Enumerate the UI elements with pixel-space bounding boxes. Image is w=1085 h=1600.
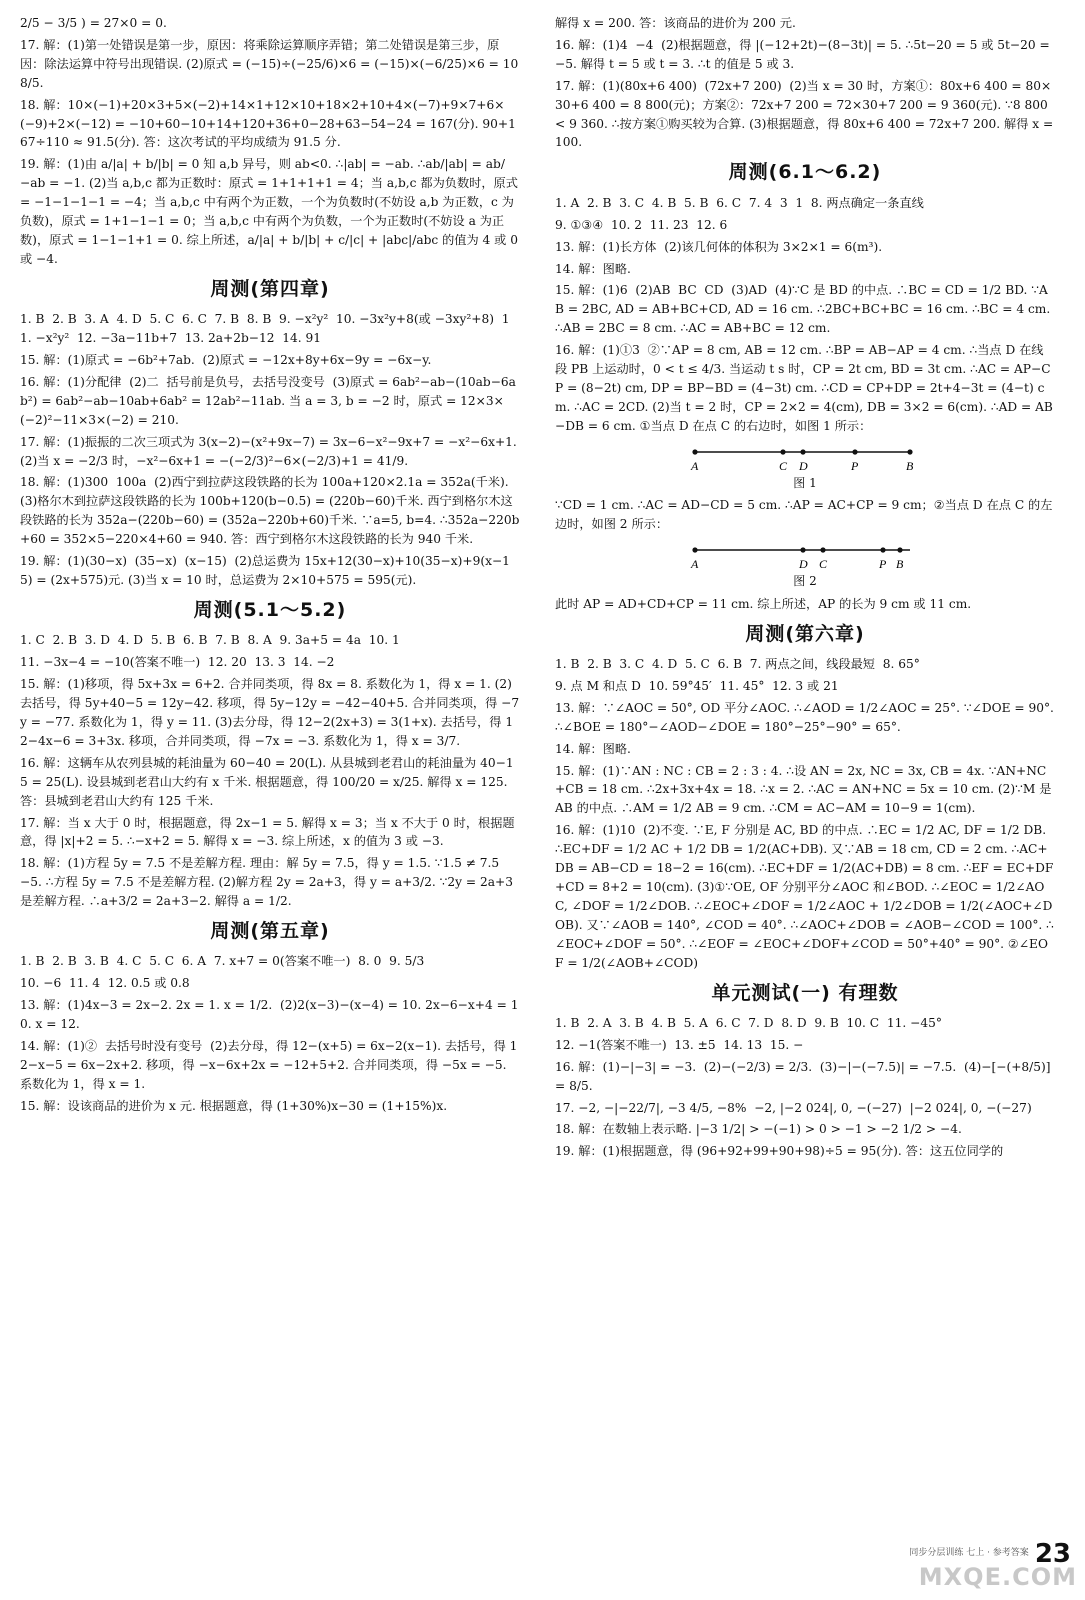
watermark-logo: MXQE.COM	[918, 1562, 1077, 1591]
answer-paragraph: 13. 解：(1)长方体 (2)该几何体的体积为 3×2×1 = 6(m³).	[555, 239, 883, 254]
section-heading: 周测(6.1～6.2)	[728, 161, 882, 184]
answer-paragraph: 18. 解：(1)方程 5y = 7.5 不是差解方程. 理由：解 5y = 7.5，得 y = 1.5. ∵1.5 ≠ 7.5−5. ∴方程 5y = 7.5 不是差解方程. (2)解方程 2y = 2a+3，得 y = a+3/2. ∵2y = 2a+3 是差解方程. ∴a+3/2 = 2a+3−2. 解得 a = 1/2.	[20, 856, 517, 909]
answer-paragraph: 15. 解：(1)6 (2)AB BC CD (3)AD (4)∵C 是 BD 的中点. ∴BC = CD = 1/2 BD. ∵AB = 2BC, AD = AB+BC+CD, AD = 16 cm. ∴2BC+BC+BC = 16 cm. ∴BC = 4 cm. ∴AB = 2BC = 8 cm. ∴AC = AB+BC = 12 cm.	[555, 283, 1055, 336]
answer-paragraph: 16. 解：(1)−|−3| = −3. (2)−(−2/3) = 2/3. (3)−|−(−7.5)| = −7.5. (4)−[−(+8/5)] = 8/5.	[555, 1059, 1055, 1093]
answer-paragraph: 19. 解：(1)由 a/|a| + b/|b| = 0 知 a,b 异号，则 ab<0. ∴|ab| = −ab. ∴ab/|ab| = ab/−ab = −1. (2)当 a,b,c 都为正数时：原式 = 1+1+1+1 = 4；当 a,b,c 都为负数时，原式 = −1−1−1−1 = −4；当 a,b,c 中有两个为正数，一个为负数时(不妨设 a,b 为正数，c 为负数)，原式 = 1+1−1−1 = 0；当 a,b,c 中有两个为负数，一个为正数时(不妨设 a 为正数)，原式 = 1−1−1+1 = 0. 综上所述，a/|a| + b/|b| + c/|c| + |abc|/abc 的值为 4 或 0 或 −4.	[20, 157, 522, 266]
answer-paragraph: 18. 解：10×(−1)+20×3+5×(−2)+14×1+12×10+18×2+10+4×(−7)+9×7+6×(−9)+2×(−12) = −10+60−10+14+120+36+0−28+63−54−24 = 167(分). 90+167÷110 ≈ 91.5(分). 答：这次考试的平均成绩为 91.5 分.	[20, 97, 516, 150]
section-heading: 周测(5.1～5.2)	[193, 598, 347, 621]
answer-paragraph: 1. B 2. A 3. B 4. B 5. A 6. C 7. D 8. D 9. B 10. C 11. −45°	[555, 1015, 942, 1030]
section-heading: 单元测试(一) 有理数	[711, 981, 899, 1004]
answer-paragraph: 12. −1(答案不唯一) 13. ±5 14. 13 15. −	[555, 1037, 804, 1052]
segment-diagram	[555, 442, 1015, 476]
answer-paragraph: 1. C 2. B 3. D 4. D 5. B 6. B 7. B 8. A 9. 3a+5 = 4a 10. 1	[20, 633, 400, 648]
right-column	[555, 14, 1058, 1164]
answer-paragraph: 15. 解：设该商品的进价为 x 元. 根据题意，得 (1+30%)x−30 = (1+15%)x.	[20, 1098, 448, 1113]
point-C	[780, 449, 785, 454]
answer-paragraph: 17. −2, −|−22/7|, −3 4/5, −8% −2, |−2 024|, 0, −(−27) |−2 024|, 0, −(−27)	[555, 1100, 1032, 1115]
figure-caption: 图 2	[793, 574, 817, 589]
answer-paragraph: 16. 解：(1)4 −4 (2)根据题意，得 |(−12+2t)−(8−3t)| = 5. ∴5t−20 = 5 或 5t−20 = −5. 解得 t = 5 或 t = 3. ∴t 的值是 5 或 3.	[555, 37, 1054, 71]
point-label: B	[906, 458, 914, 473]
footer-note: 同步分层训练 七上 · 参考答案	[909, 1547, 1029, 1558]
answer-paragraph: 16. 解：(1)分配律 (2)二 括号前是负号，去括号没变号 (3)原式 = 6ab²−ab−(10ab−6ab²) = 6ab²−ab−10ab+6ab² = 12ab²−11ab. 当 a = 3, b = −2 时，原式 = 12×3×(−2)²−11×3×(−2) = 210.	[20, 374, 516, 427]
section-heading: 周测(第四章)	[210, 277, 330, 300]
answer-paragraph: 18. 解：(1)300 100a (2)西宁到拉萨这段铁路的长为 100a+120×2.1a = 352a(千米). (3)格尔木到拉萨这段铁路的长为 100b+120(b−0.5) = (220b−60)千米. 西宁到格尔木这段铁路的长为 352a−(220b−60) = (352a−220b+60)千米. ∵a=5, b=4. ∴352a−220b+60 = 352×5−220×4+60 = 940. 答：西宁到格尔木这段铁路的长为 940 千米.	[20, 475, 520, 547]
answer-paragraph: 9. ①③④ 10. 2 11. 23 12. 6	[555, 217, 728, 232]
point-label: C	[779, 458, 788, 473]
answer-paragraph: 14. 解：图略.	[555, 261, 631, 276]
point-label: P	[851, 458, 859, 473]
point-P	[880, 547, 885, 552]
point-label: D	[799, 557, 808, 572]
point-label: D	[799, 458, 808, 473]
point-label: B	[896, 557, 904, 572]
answer-paragraph: 2/5 − 3/5 ) = 27×0 = 0.	[20, 16, 167, 30]
segment-diagram	[555, 540, 1015, 574]
answer-paragraph: 13. 解：∵∠AOC = 50°, OD 平分∠AOC. ∴∠AOD = 1/2∠AOC = 25°. ∵∠DOE = 90°. ∴∠BOE = 180°−∠AOD−∠DOE = 180°−25°−90° = 65°.	[555, 700, 1058, 734]
point-A	[692, 449, 697, 454]
answer-paragraph: 1. A 2. B 3. C 4. B 5. B 6. C 7. 4 3 1 8. 两点确定一条直线	[555, 195, 924, 210]
answer-paragraph: 此时 AP = AD+CD+CP = 11 cm. 综上所述，AP 的长为 9 cm 或 11 cm.	[555, 596, 972, 611]
answer-paragraph: 15. 解：(1)∵AN : NC : CB = 2 : 3 : 4. ∴设 AN = 2x, NC = 3x, CB = 4x. ∵AN+NC+CB = 18 cm. ∴2x+3x+4x = 18. ∴x = 2. ∴AC = AN+NC = 5x = 10 cm. (2)∵M 是 AB 的中点. ∴AM = 1/2 AB = 9 cm. ∴CM = AC−AM = 10−9 = 1(cm).	[555, 763, 1056, 816]
point-A	[692, 547, 697, 552]
answer-paragraph: 9. 点 M 和点 D 10. 59°45′ 11. 45° 12. 3 或 21	[555, 678, 839, 693]
section-heading: 周测(第五章)	[210, 920, 330, 943]
point-B	[907, 449, 912, 454]
figure-caption: 图 1	[793, 475, 817, 490]
section-heading: 周测(第六章)	[745, 622, 865, 645]
answer-paragraph: 16. 解：这辆车从农列县城的耗油量为 60−40 = 20(L). 从县城到老君山的耗油量为 40−15 = 25(L). 设县城到老君山大约有 x 千米. 根据题意，得 100/20 = x/25. 解得 x = 125. 答：县城到老君山大约有 125 千米.	[20, 755, 514, 808]
answer-paragraph: 16. 解：(1)10 (2)不变. ∵E, F 分别是 AC, BD 的中点. ∴EC = 1/2 AC, DF = 1/2 DB. ∴EC+DF = 1/2 AC + 1/2 DB = 1/2(AC+DB). 又∵AB = 18 cm, CD = 2 cm. ∴AC+DB = AB−CD = 18−2 = 16(cm). ∴EC+DF = 1/2(AC+DB) = 8 cm. ∴EF = EC+DF+CD = 8+2 = 10(cm). (3)①∵OE, OF 分别平分∠AOC 和∠BOD. ∴∠EOC = 1/2∠AOC, ∠DOF = 1/2∠DOB. ∴∠EOC+∠DOF = 1/2∠AOC + 1/2∠DOB = 1/2(∠AOC+∠DOB). 又∵∠AOB = 140°, ∠COD = 40°. ∴∠AOC+∠DOB = ∠AOB−∠COD = 100°. ∴∠EOC+∠DOF = 50°. ∴∠EOF = ∠EOC+∠DOF+∠COD = 50°+40° = 90°. ②∠EOF = 1/2(∠AOB+∠COD)	[555, 823, 1054, 970]
answer-paragraph: 19. 解：(1)(30−x) (35−x) (x−15) (2)总运费为 15x+12(30−x)+10(35−x)+9(x−15) = (2x+575)元. (3)当 x = 10 时，总运费为 2×10+575 = 595(元).	[20, 554, 510, 587]
answer-paragraph: 10. −6 11. 4 12. 0.5 或 0.8	[20, 976, 190, 991]
point-P	[852, 449, 857, 454]
answer-paragraph: 14. 解：图略.	[555, 741, 631, 756]
answer-paragraph: 1. B 2. B 3. C 4. D 5. C 6. B 7. 两点之间，线段最短 8. 65°	[555, 657, 920, 671]
point-label: A	[691, 458, 699, 473]
answer-paragraph: 17. 解：(1)第一处错误是第一步，原因：将乘除运算顺序弄错；第二处错误是第三步，原因：除法运算中符号出现错误. (2)原式 = (−15)÷(−25/6)×6 = (−15)×(−6/25)×6 = 108/5.	[20, 37, 519, 90]
answer-paragraph: 17. 解：(1)(80x+6 400) (72x+7 200) (2)当 x = 30 时，方案①：80x+6 400 = 80×30+6 400 = 8 800(元)；方案②：72x+7 200 = 72×30+7 200 = 9 360(元). ∵8 800 < 9 360. ∴按方案①购买较为合算. (3)根据题意，得 80x+6 400 = 72x+7 200. 解得 x = 100.	[555, 78, 1058, 150]
left-column	[20, 14, 520, 1119]
point-D	[800, 547, 805, 552]
point-label: C	[819, 557, 828, 572]
answer-paragraph: 16. 解：(1)①3 ②∵AP = 8 cm, AB = 12 cm. ∴BP = AB−AP = 4 cm. ∴当点 D 在线段 PB 上运动时，0 < t ≤ 4/3. 当运动 t s 时，CP = 2t cm, BD = 3t cm. ∴AC = AP−CP = (8−2t) cm, DP = BP−BD = (4−3t) cm. ∴CD = CP+DP = 2t+4−3t = (4−t) cm. ∴AC = 2CD. (2)当 t = 2 时，CP = 2×2 = 4(cm), DB = 3×2 = 6(cm). ∴AD = AB−DB = 6 cm. ①当点 D 在点 C 的右边时，如图 1 所示：	[555, 343, 1053, 433]
figure-2	[555, 540, 1055, 591]
point-D	[800, 449, 805, 454]
answer-paragraph: 11. −3x−4 = −10(答案不唯一) 12. 20 13. 3 14. −2	[20, 655, 335, 670]
answer-paragraph: ∵CD = 1 cm. ∴AC = AD−CD = 5 cm. ∴AP = AC+CP = 9 cm；②当点 D 在点 C 的左边时，如图 2 所示：	[555, 498, 1053, 532]
answer-paragraph: 19. 解：(1)根据题意，得 (96+92+99+90+98)÷5 = 95(分). 答：这五位同学的	[555, 1144, 1004, 1159]
figure-1	[555, 442, 1055, 493]
answer-paragraph: 17. 解：(1)振振的二次三项式为 3(x−2)−(x²+9x−7) = 3x−6−x²−9x+7 = −x²−6x+1. (2)当 x = −2/3 时，−x²−6x+1 = −(−2/3)²−6×(−2/3)+1 = 41/9.	[20, 434, 521, 468]
answer-paragraph: 1. B 2. B 3. B 4. C 5. C 6. A 7. x+7 = 0(答案不唯一) 8. 0 9. 5/3	[20, 954, 425, 969]
answer-paragraph: 解得 x = 200. 答：该商品的进价为 200 元.	[555, 16, 796, 30]
answer-paragraph: 15. 解：(1)移项，得 5x+3x = 6+2. 合并同类项，得 8x = 8. 系数化为 1，得 x = 1. (2)去括号，得 5y+40−5 = 12y−42. 移项，得 5y−12y = −42−40+5. 合并同类项，得 −7y = −77. 系数化为 1，得 y = 11. (3)去分母，得 12−2(2x+3) = 3(1+x). 去括号，得 12−4x−6 = 3+3x. 移项，合并同类项，得 −7x = −3. 系数化为 1，得 x = 3/7.	[20, 677, 520, 748]
answer-paragraph: 18. 解：在数轴上表示略. |−3 1/2| > −(−1) > 0 > −1 > −2 1/2 > −4.	[555, 1122, 962, 1137]
answer-paragraph: 14. 解：(1)② 去括号时没有变号 (2)去分母，得 12−(x+5) = 6x−2(x−1). 去括号，得 12−x−5 = 6x−2x+2. 移项，得 −x−6x+2x = −12+5+2. 合并同类项，得 −5x = −5. 系数化为 1，得 x = 1.	[20, 1039, 518, 1091]
point-B	[897, 547, 902, 552]
answer-paragraph: 1. B 2. B 3. A 4. D 5. C 6. C 7. B 8. B 9. −x²y² 10. −3x²y+8(或 −3xy²+8) 11. −x²y² 12. −3a−11b+7 13. 2a+2b−12 14. 91	[20, 312, 510, 346]
point-C	[820, 547, 825, 552]
answer-paragraph: 15. 解：(1)原式 = −6b²+7ab. (2)原式 = −12x+8y+6x−9y = −6x−y.	[20, 353, 432, 368]
answer-paragraph: 17. 解：当 x 大于 0 时，根据题意，得 2x−1 = 5. 解得 x = 3；当 x 不大于 0 时，根据题意，得 |x|+2 = 5. ∴−x+2 = 5. 解得 x = −3. 综上所述，x 的值为 3 或 −3.	[20, 815, 515, 849]
point-label: A	[691, 557, 699, 572]
page-number: 23	[1034, 1538, 1071, 1569]
answer-paragraph: 13. 解：(1)4x−3 = 2x−2. 2x = 1. x = 1/2. (2)2(x−3)−(x−4) = 10. 2x−6−x+4 = 10. x = 12.	[20, 998, 519, 1032]
point-label: P	[879, 557, 887, 572]
